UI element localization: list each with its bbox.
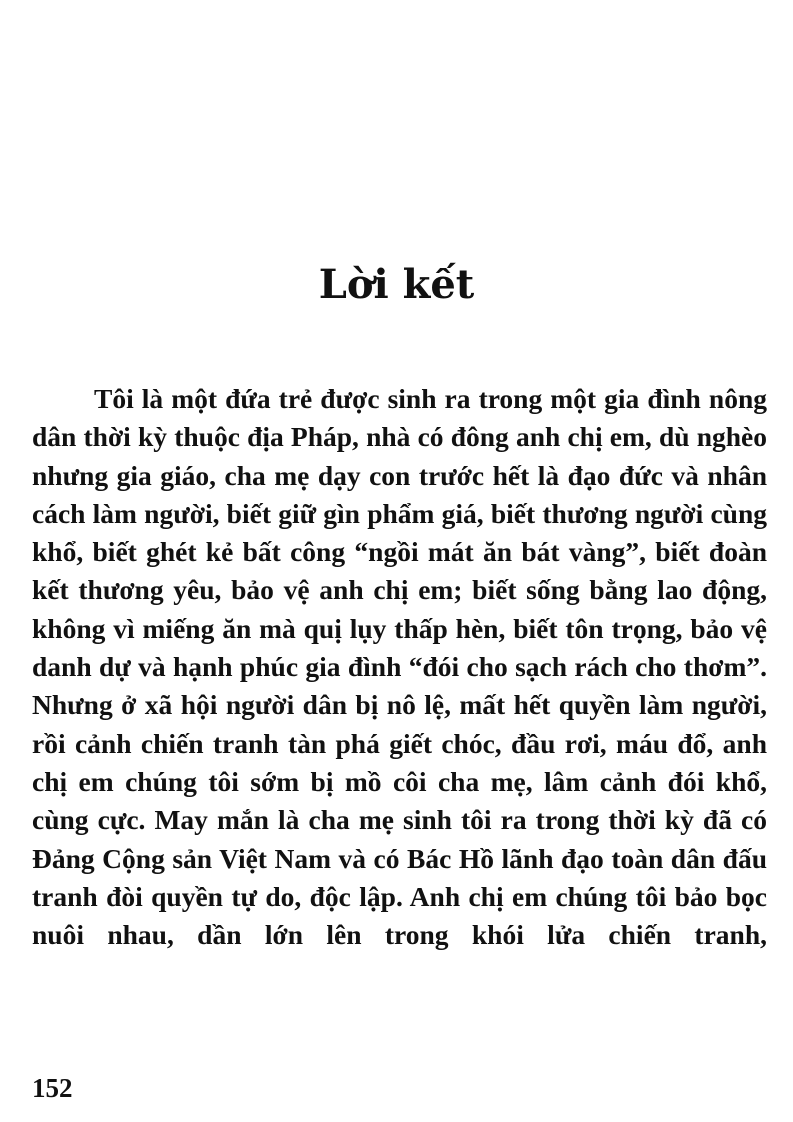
page-title: Lời kết (318, 261, 475, 308)
page-number: 152 (32, 1073, 73, 1103)
body-paragraph: Tôi là một đứa trẻ được sinh ra trong một gia đình nông dân thời kỳ thuộc địa Pháp, nhà có đông anh chị em, dù nghèo nhưng gia giáo, cha mẹ dạy con trước hết là đạo đức và nhân cách làm người, biết giữ gìn phẩm giá, biết thương người cùng khổ, biết ghét kẻ bất công “ngồi mát ăn bát vàng”, biết đoàn kết thương yêu, bảo vệ anh chị em; biết sống bằng lao động, không vì miếng ăn mà quị lụy thấp hèn, biết tôn trọng, bảo vệ danh dự và hạnh phúc gia đình “đói cho sạch rách cho thơm”. Nhưng ở xã hội người dân bị nô lệ, mất hết quyền làm người, rồi cảnh chiến tranh tàn phá giết chóc, đầu rơi, máu đổ, anh chị em chúng tôi sớm bị mồ côi cha mẹ, lâm cảnh đói khổ, cùng cực. May mắn là cha mẹ sinh tôi ra trong thời kỳ đã có Đảng Cộng sản Việt Nam và có Bác Hồ lãnh đạo toàn dân đấu tranh đòi quyền tự do, độc lập. Anh chị em chúng tôi bảo bọc nuôi nhau, dần lớn lên trong khói lửa chiến tranh, (32, 383, 767, 951)
